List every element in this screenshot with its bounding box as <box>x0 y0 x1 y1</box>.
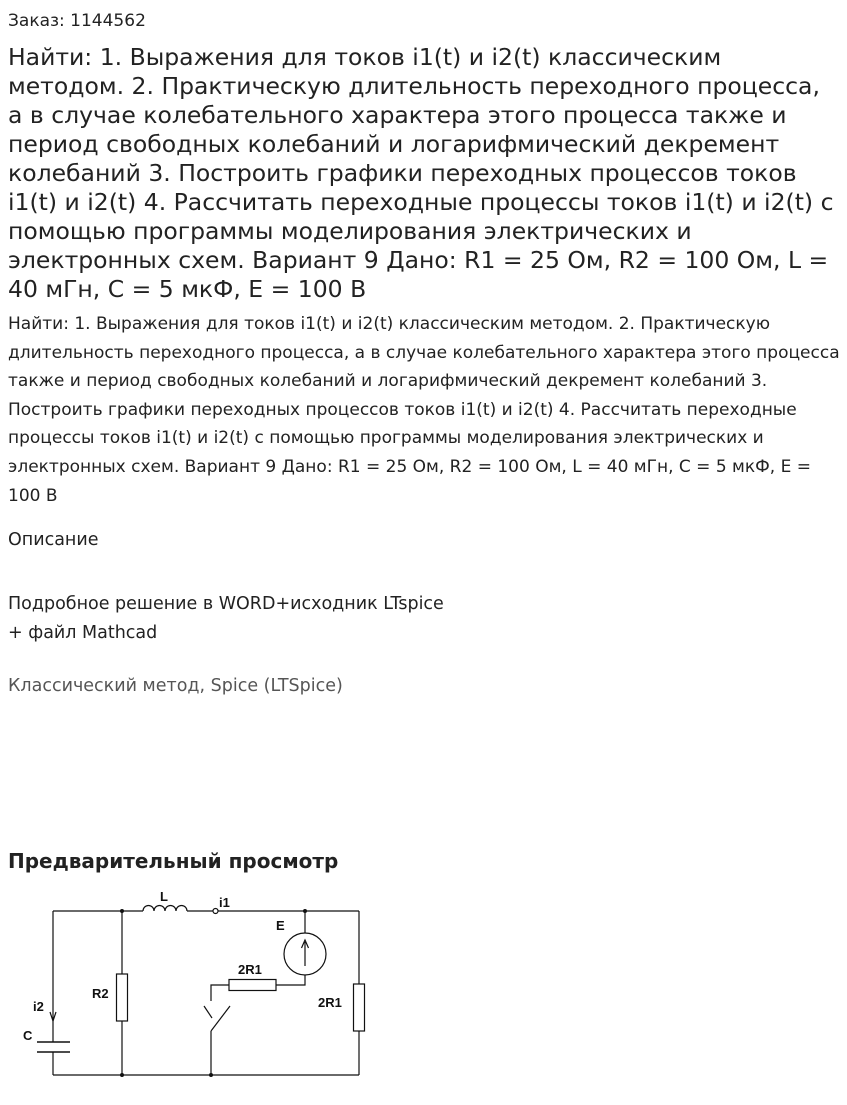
description-line-1: Подробное решение в WORD+исходник LTspice <box>8 594 444 615</box>
label-source-e: E <box>276 918 285 933</box>
preview-heading: Предварительный просмотр <box>8 849 339 873</box>
junction-dot <box>120 909 124 913</box>
label-current-i1: i1 <box>219 895 230 910</box>
resistor-2r1-series <box>229 980 276 991</box>
switch-blade <box>211 1006 230 1031</box>
junction-dot <box>120 1073 124 1077</box>
resistor-r2 <box>117 974 128 1021</box>
label-resistor-right: 2R1 <box>318 995 342 1010</box>
description-label: Описание <box>8 530 99 551</box>
task-title: Найти: 1. Выражения для токов i1(t) и i2(t) классическим методом. 2. Практическую длительность переходного процесса, а в случае колебательного характера этого процесса также и период свободных колебаний и логарифмический декремент колебаний 3. Построить графики переходных процессов токов i1(t) и i2(t) 4. Рассчитать переходные процессы токов i1(t) и i2(t) с помощью программы моделирования электрических и электронных схем. Вариант 9 Дано: R1 = 25 Ом, R2 = 100 Ом, L = 40 мГн, C = 5 мкФ, E = 100 В <box>8 43 834 303</box>
label-current-i2: i2 <box>33 999 44 1014</box>
order-number: Заказ: 1144562 <box>8 11 146 31</box>
terminal-node <box>213 909 218 914</box>
task-description: Найти: 1. Выражения для токов i1(t) и i2(t) классическим методом. 2. Практическую длительность переходного процесса, а в случае колебательного характера этого процесса также и период свободных колебаний и логарифмический декремент колебаний 3. Построить графики переходных процессов токов i1(t) и i2(t) 4. Рассчитать переходные процессы токов i1(t) и i2(t) с помощью программы моделирования электрических и электронных схем. Вариант 9 Дано: R1 = 25 Ом, R2 = 100 Ом, L = 40 мГн, C = 5 мкФ, E = 100 В <box>8 314 840 506</box>
junction-dot <box>209 1073 213 1077</box>
switch-mark <box>204 1006 212 1018</box>
category-tags: Классический метод, Spice (LTSpice) <box>8 676 343 697</box>
label-resistor-r2: R2 <box>92 986 109 1001</box>
description-text <box>8 590 840 647</box>
label-capacitor: C <box>23 1028 33 1043</box>
wire-to-source <box>276 975 305 985</box>
circuit-schematic <box>0 880 380 1090</box>
junction-dot <box>303 909 307 913</box>
label-resistor-series: 2R1 <box>238 962 262 977</box>
description-line-2: + файл Mathcad <box>8 622 158 643</box>
inductor-symbol <box>143 906 187 912</box>
label-inductor: L <box>160 889 168 904</box>
resistor-2r1-right <box>354 984 365 1031</box>
wire-switch-top <box>211 985 229 1001</box>
